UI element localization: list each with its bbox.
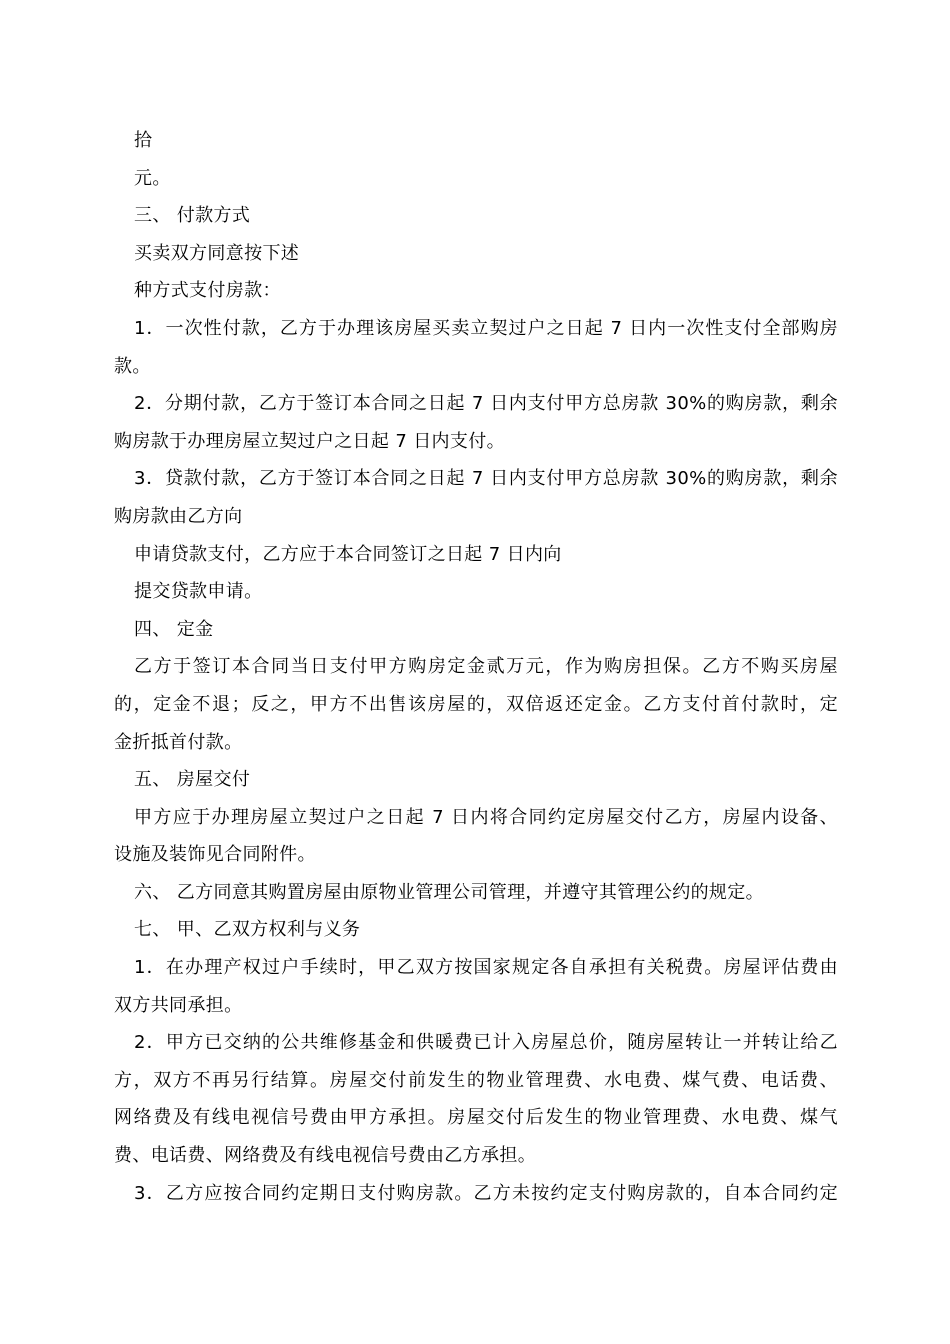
section-heading-delivery: 五、 房屋交付 bbox=[134, 769, 251, 791]
text-line-amount-unit-1: 拾 bbox=[134, 130, 153, 151]
contract-body bbox=[114, 122, 838, 1212]
paragraph-line-taxes: 1．在办理产权过户手续时，甲乙双方按国家规定各自承担有关税费。房屋评估费由 bbox=[134, 957, 838, 979]
text-line-amount-unit-2: 元。 bbox=[134, 167, 171, 189]
paragraph-line-loan: 3．贷款付款，乙方于签订本合同之日起 7 日内支付甲方总房款 30%的购房款，剩余 bbox=[134, 468, 838, 490]
paragraph-line: 费、电话费、网络费及有线电视信号费由乙方承担。 bbox=[114, 1145, 537, 1167]
paragraph-line: 购房款于办理房屋立契过户之日起 7 日内支付。 bbox=[114, 430, 505, 452]
paragraph-line: 提交贷款申请。 bbox=[134, 581, 263, 603]
paragraph-line: 网络费及有线电视信号费由甲方承担。房屋交付后发生的物业管理费、水电费、煤气 bbox=[114, 1107, 838, 1129]
paragraph-line: 种方式支付房款： bbox=[134, 280, 281, 302]
paragraph-line: 购房款由乙方向 bbox=[114, 505, 243, 527]
paragraph-line: 的，定金不退；反之，甲方不出售该房屋的，双倍返还定金。乙方支付首付款时，定 bbox=[114, 693, 838, 715]
paragraph-line: 申请贷款支付，乙方应于本合同签订之日起 7 日内向 bbox=[134, 543, 562, 565]
section-heading-property-management: 六、 乙方同意其购置房屋由原物业管理公司管理，并遵守其管理公约的规定。 bbox=[134, 881, 764, 903]
paragraph-line-lump-sum: 1．一次性付款，乙方于办理该房屋买卖立契过户之日起 7 日内一次性支付全部购房 bbox=[134, 317, 838, 339]
paragraph-line-installment: 2．分期付款，乙方于签订本合同之日起 7 日内支付甲方总房款 30%的购房款，剩余 bbox=[134, 393, 838, 415]
paragraph-line: 设施及装饰见合同附件。 bbox=[114, 844, 316, 866]
paragraph-line-deposit: 乙方于签订本合同当日支付甲方购房定金贰万元，作为购房担保。乙方不购买房屋 bbox=[134, 656, 838, 678]
paragraph-line: 方，双方不再另行结算。房屋交付前发生的物业管理费、水电费、煤气费、电话费、 bbox=[114, 1069, 838, 1091]
section-heading-rights-obligations: 七、 甲、乙双方权利与义务 bbox=[134, 919, 361, 941]
paragraph-line-fees: 2．甲方已交纳的公共维修基金和供暖费已计入房屋总价，随房屋转让一并转让给乙 bbox=[134, 1032, 838, 1054]
paragraph-line: 买卖双方同意按下述 bbox=[134, 242, 300, 264]
section-heading-payment-method: 三、 付款方式 bbox=[134, 205, 251, 227]
paragraph-line: 金折抵首付款。 bbox=[114, 731, 243, 753]
section-heading-deposit: 四、 定金 bbox=[134, 618, 214, 640]
paragraph-line-payment-deadline: 3．乙方应按合同约定期日支付购房款。乙方未按约定支付购房款的，自本合同约定 bbox=[134, 1182, 838, 1204]
paragraph-line: 款。 bbox=[114, 355, 151, 377]
paragraph-line: 双方共同承担。 bbox=[114, 994, 243, 1016]
paragraph-line-delivery: 甲方应于办理房屋立契过户之日起 7 日内将合同约定房屋交付乙方，房屋内设备、 bbox=[134, 806, 838, 828]
